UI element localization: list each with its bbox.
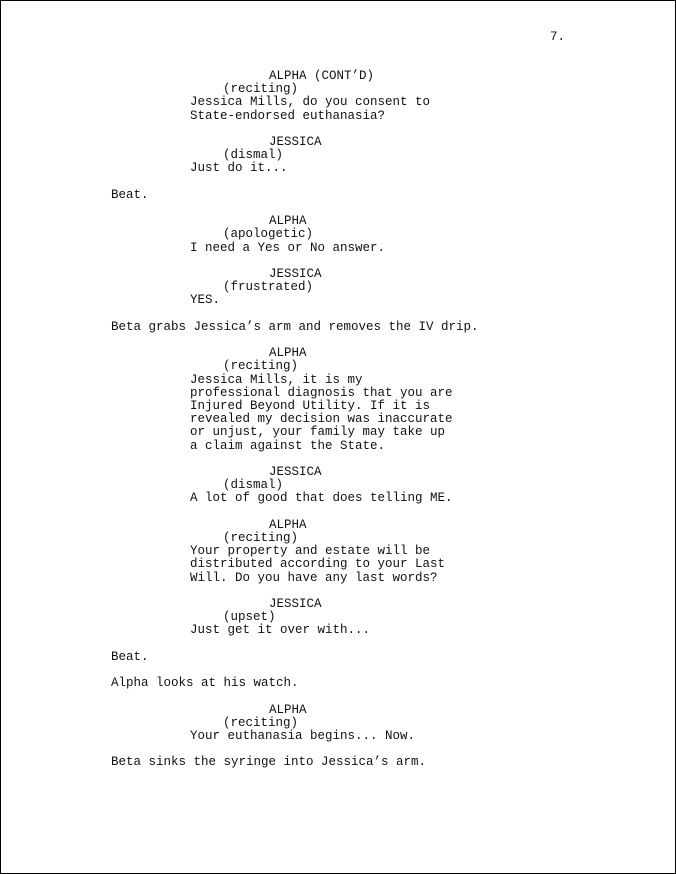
parenthetical: (reciting) <box>223 530 299 545</box>
dialogue: Jessica Mills, do you consent to State-endorsed euthanasia? <box>190 95 431 123</box>
parenthetical: (reciting) <box>223 715 299 730</box>
blank-line <box>111 308 631 321</box>
character-cue: JESSICA <box>269 266 322 281</box>
blank-line <box>111 638 631 651</box>
dialogue: Just do it... <box>190 161 288 176</box>
dialogue: Your euthanasia begins... Now. <box>190 728 416 743</box>
parenthetical: (apologetic) <box>223 227 314 242</box>
blank-line <box>111 585 631 598</box>
parenthetical: (reciting) <box>223 359 299 374</box>
blank-line <box>111 453 631 466</box>
dialogue: I need a Yes or No answer. <box>190 240 386 255</box>
character-cue: ALPHA <box>269 702 307 717</box>
parenthetical: (dismal) <box>223 478 284 493</box>
character-cue: JESSICA <box>269 596 322 611</box>
page-number: 7. <box>550 30 566 44</box>
action-line: Beat. <box>111 187 149 202</box>
dialogue: YES. <box>190 293 221 308</box>
blank-line <box>111 123 631 136</box>
blank-line <box>111 334 631 347</box>
script-body <box>111 70 631 770</box>
parenthetical: (dismal) <box>223 148 284 163</box>
action-line: Beta sinks the syringe into Jessica’s arm. <box>111 755 427 770</box>
action-line: Beta grabs Jessica’s arm and removes the IV drip. <box>111 319 479 334</box>
blank-line <box>111 506 631 519</box>
character-cue: JESSICA <box>269 135 322 149</box>
blank-line <box>111 255 631 268</box>
character-cue: JESSICA <box>269 464 322 479</box>
character-cue: ALPHA <box>269 517 307 532</box>
dialogue: Just get it over with... <box>190 623 371 638</box>
blank-line <box>111 202 631 215</box>
character-cue: ALPHA <box>269 214 307 229</box>
dialogue: Your property and estate will be distributed according to your Last Will. Do you have any last words? <box>190 544 446 585</box>
dialogue: A lot of good that does telling ME. <box>190 491 453 506</box>
blank-line <box>111 690 631 703</box>
parenthetical: (frustrated) <box>223 280 314 295</box>
character-cue: ALPHA <box>269 346 307 361</box>
action-line: Alpha looks at his watch. <box>111 676 299 691</box>
parenthetical: (reciting) <box>223 82 299 97</box>
blank-line <box>111 176 631 189</box>
character-cue: ALPHA (CONT’D) <box>269 69 375 83</box>
dialogue: Jessica Mills, it is my professional diagnosis that you are Injured Beyond Utility. If it is revealed my decision was inaccurate or unjust, your family may take up a claim against the State. <box>190 372 453 453</box>
parenthetical: (upset) <box>223 610 276 625</box>
action-line: Beat. <box>111 649 149 664</box>
